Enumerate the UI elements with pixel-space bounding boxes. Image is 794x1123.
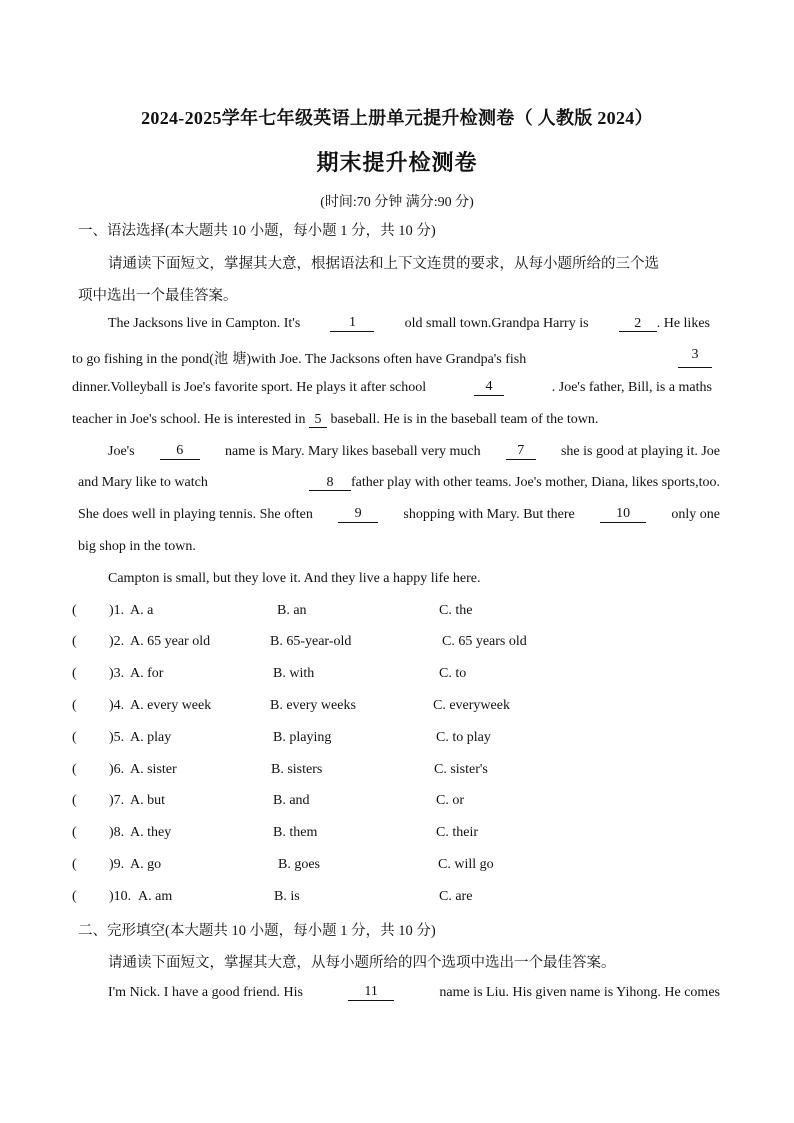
passage-p1-line3 [72, 380, 712, 396]
passage-p1-line4 [72, 412, 598, 428]
text-segment: She does well in playing tennis. She often [78, 507, 313, 522]
text-segment: The Jacksons live in Campton. It's [108, 316, 301, 331]
text-segment: I'm Nick. I have a good friend. His [108, 985, 303, 1000]
blank-4: 4 [474, 380, 504, 396]
question-number: )8. [109, 825, 125, 840]
question-2 [72, 634, 592, 654]
text-segment: name is Mary. Mary likes baseball very much [224, 444, 481, 459]
option-c: C. their [436, 825, 478, 840]
question-number: )2. [109, 634, 125, 649]
option-b: B. and [273, 793, 310, 808]
option-b: B. with [273, 666, 315, 681]
answer-paren[interactable]: ( [72, 762, 77, 777]
option-a: A. a [130, 603, 154, 618]
answer-paren[interactable]: ( [72, 698, 77, 713]
option-a: A. they [130, 825, 172, 840]
text-segment: shopping with Mary. But there [403, 507, 575, 522]
passage-p2-line2 [78, 475, 720, 491]
text-segment: to go fishing in the pond( [72, 352, 214, 367]
question-5 [72, 730, 592, 750]
section1-instruction-line1: 请通读下面短文，掌握其大意，根据语法和上下文连贯的要求，从每小题所给的三个选 [108, 256, 659, 272]
option-b: B. is [274, 889, 300, 904]
option-a: A. sister [130, 762, 177, 777]
option-b: B. every weeks [270, 698, 356, 713]
option-b: B. playing [273, 730, 332, 745]
blank-10: 10 [600, 507, 646, 523]
text-segment: old small town.Grandpa Harry is [404, 316, 589, 331]
answer-paren[interactable]: ( [72, 793, 77, 808]
option-a: A. but [130, 793, 165, 808]
blank-7: 7 [506, 444, 536, 460]
question-number: )5. [109, 730, 125, 745]
option-a: A. am [138, 889, 173, 904]
section2-passage-line1 [108, 985, 720, 1001]
blank-8: 8 [309, 476, 351, 491]
text-segment: )with Joe. The Jacksons often have Grandpa's fish [246, 352, 527, 367]
question-7 [72, 793, 592, 813]
option-a: A. every week [130, 698, 212, 713]
option-b: B. sisters [271, 762, 323, 777]
question-number: )1. [109, 603, 125, 618]
option-c: C. will go [438, 857, 494, 872]
question-6 [72, 762, 592, 782]
option-c: C. 65 years old [442, 634, 527, 649]
option-b: B. goes [278, 857, 320, 872]
question-3 [72, 666, 592, 686]
question-number: )4. [109, 698, 125, 713]
blank-5: 5 [309, 413, 327, 428]
answer-paren[interactable]: ( [72, 857, 77, 872]
text-segment: she is good at playing it. Joe [560, 444, 720, 459]
option-c: C. everyweek [433, 698, 510, 713]
question-1 [72, 603, 592, 623]
passage-p1-line2 [72, 348, 712, 368]
text-segment: name is Liu. His given name is Yihong. He comes [439, 985, 720, 1000]
section1-instruction-line2: 项中选出一个最佳答案。 [78, 288, 238, 304]
question-9 [72, 857, 592, 877]
exam-subtitle: 期末提升检测卷 [316, 150, 478, 175]
blank-1: 1 [330, 316, 374, 332]
option-a: A. play [130, 730, 172, 745]
section1-heading: 一、语法选择(本大题共 10 小题，每小题 1 分，共 10 分) [78, 223, 436, 239]
answer-paren[interactable]: ( [72, 730, 77, 745]
answer-paren[interactable]: ( [72, 889, 77, 904]
passage-p2-line4: big shop in the town. [78, 539, 196, 554]
text-segment: dinner.Volleyball is Joe's favorite sport. He plays it after school [72, 380, 427, 395]
question-4 [72, 698, 592, 718]
option-c: C. to [439, 666, 467, 681]
passage-p2-line3 [78, 507, 720, 523]
blank-6: 6 [160, 444, 200, 460]
blank-11: 11 [348, 985, 394, 1001]
text-segment: father play with other teams. Joe's mother, Diana, likes sports,too. [351, 475, 720, 490]
exam-title: 2024-2025学年七年级英语上册单元提升检测卷（ 人教版 2024） [141, 108, 653, 128]
question-number: )10. [109, 889, 132, 904]
option-c: C. the [439, 603, 473, 618]
text-segment: only one [671, 507, 720, 522]
option-b: B. an [277, 603, 307, 618]
option-c: C. or [436, 793, 464, 808]
question-8 [72, 825, 592, 845]
answer-paren[interactable]: ( [72, 666, 77, 681]
answer-paren[interactable]: ( [72, 603, 77, 618]
passage-p1-line1 [108, 316, 710, 332]
passage-p3: Campton is small, but they love it. And they live a happy life here. [108, 571, 481, 586]
option-c: C. to play [436, 730, 491, 745]
blank-9: 9 [338, 507, 378, 523]
option-b: B. 65-year-old [270, 634, 352, 649]
answer-paren[interactable]: ( [72, 634, 77, 649]
text-segment: baseball. He is in the baseball team of the town. [330, 412, 599, 427]
text-segment: . Joe's father, Bill, is a maths [551, 380, 712, 395]
text-segment: and Mary like to watch [78, 475, 208, 490]
blank-3: 3 [678, 348, 712, 368]
exam-meta: (时间:70 分钟 满分:90 分) [320, 195, 474, 210]
answer-paren[interactable]: ( [72, 825, 77, 840]
question-10 [72, 889, 592, 909]
question-number: )3. [109, 666, 125, 681]
text-segment: Joe's [108, 444, 135, 459]
passage-p2-line1 [108, 444, 720, 460]
text-segment: . He likes [656, 316, 710, 331]
text-segment: teacher in Joe's school. He is interested in [72, 412, 306, 427]
section2-heading: 二、完形填空(本大题共 10 小题，每小题 1 分，共 10 分) [78, 923, 436, 939]
option-b: B. them [273, 825, 318, 840]
option-c: C. sister's [434, 762, 488, 777]
option-c: C. are [439, 889, 473, 904]
blank-2: 2 [619, 317, 657, 332]
option-a: A. for [130, 666, 164, 681]
question-number: )9. [109, 857, 125, 872]
chinese-gloss: 池 塘 [213, 351, 247, 367]
question-number: )6. [109, 762, 125, 777]
question-number: )7. [109, 793, 125, 808]
section2-instruction: 请通读下面短文，掌握其大意，从每小题所给的四个选项中选出一个最佳答案。 [108, 955, 616, 971]
option-a: A. go [130, 857, 162, 872]
option-a: A. 65 year old [130, 634, 211, 649]
